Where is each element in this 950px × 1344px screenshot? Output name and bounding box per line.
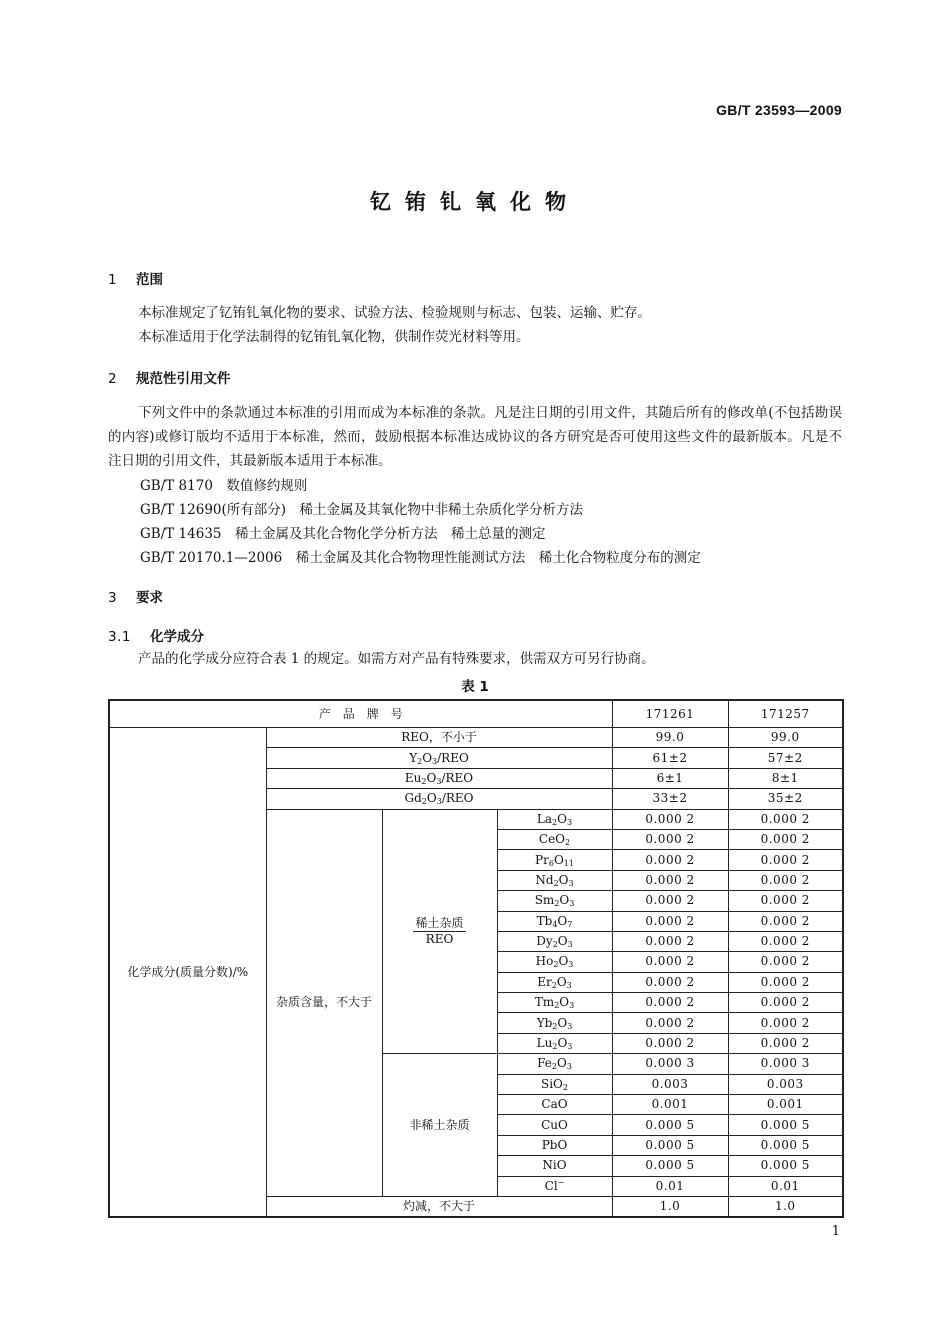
impurity-formula: $Dy_2O_3$ [497, 931, 612, 951]
value-grade-2: 0.000 2 [728, 829, 843, 849]
reference-code: GB/T 12690(所有部分) [140, 502, 287, 518]
value-grade-1: 0.000 2 [612, 1013, 728, 1033]
value-grade-1: 0.000 2 [612, 993, 728, 1013]
value-grade-1: 0.000 2 [612, 891, 728, 911]
item-label: $Eu_2O_3$/REO [266, 768, 612, 788]
section-1-para-1: 本标准规定了钇铕钆氧化物的要求、试验方法、检验规则与标志、包装、运输、贮存。 [138, 305, 651, 321]
item-label: REO，不小于 [266, 728, 612, 748]
value-grade-1: 0.000 2 [612, 972, 728, 992]
value-grade-2: 0.000 2 [728, 972, 843, 992]
value-grade-2: 0.000 2 [728, 1033, 843, 1053]
value-grade-1: 0.000 5 [612, 1156, 728, 1176]
value-grade-1: 33±2 [612, 789, 728, 809]
value-grade-2: 0.003 [728, 1074, 843, 1094]
section-number: 3 [108, 590, 118, 606]
value-grade-1: 61±2 [612, 748, 728, 768]
value-grade-1: 0.003 [612, 1074, 728, 1094]
section-title: 化学成分 [150, 629, 204, 645]
header-grade-2: 171257 [728, 700, 843, 728]
impurity-formula: $Nd_2O_3$ [497, 870, 612, 890]
value-grade-2: 0.000 2 [728, 870, 843, 890]
section-3-1-heading [108, 625, 204, 645]
value-grade-1: 0.000 5 [612, 1135, 728, 1155]
value-grade-1: 0.001 [612, 1095, 728, 1115]
standard-number: GB/T 23593—2009 [716, 102, 842, 118]
reference-code: GB/T 8170 [140, 478, 213, 494]
value-grade-2: 0.000 2 [728, 809, 843, 829]
value-grade-1: 1.0 [612, 1196, 728, 1217]
section-2-heading [108, 367, 231, 387]
section-1-para-2: 本标准适用于化学法制得的钇铕钆氧化物，供制作荧光材料等用。 [138, 329, 530, 345]
value-grade-1: 0.000 2 [612, 1033, 728, 1053]
reference-title: 稀土金属及其氧化物中非稀土杂质化学分析方法 [299, 502, 584, 518]
section-title: 要求 [136, 590, 163, 606]
value-grade-1: 0.000 2 [612, 870, 728, 890]
impurity-formula: $Tm_2O_3$ [497, 993, 612, 1013]
impurity-formula: $La_2O_3$ [497, 809, 612, 829]
value-grade-2: 0.000 5 [728, 1135, 843, 1155]
value-grade-1: 0.000 3 [612, 1054, 728, 1074]
impurity-formula: SiO$_2$ [497, 1074, 612, 1094]
value-grade-2: 1.0 [728, 1196, 843, 1217]
value-grade-1: 0.01 [612, 1176, 728, 1196]
value-grade-1: 0.000 2 [612, 829, 728, 849]
reference-item [140, 546, 701, 570]
section-number: 3.1 [108, 629, 131, 645]
section-number: 1 [108, 272, 118, 288]
reference-item [140, 498, 583, 522]
value-grade-2: 0.000 2 [728, 891, 843, 911]
value-grade-1: 0.000 2 [612, 911, 728, 931]
reference-item [140, 474, 307, 498]
reference-code: GB/T 20170.1—2006 [140, 550, 283, 566]
chemical-composition-table [108, 699, 844, 1218]
section-3-heading [108, 586, 163, 606]
reference-title: 稀土金属及其化合物物理性能测试方法 稀土化合物粒度分布的测定 [295, 550, 701, 566]
impurity-formula: $Er_2O_3$ [497, 972, 612, 992]
value-grade-1: 0.000 5 [612, 1115, 728, 1135]
header-grade-1: 171261 [612, 700, 728, 728]
impurity-formula: $Yb_2O_3$ [497, 1013, 612, 1033]
item-label: $Y_2O_3$/REO [266, 748, 612, 768]
table-row [109, 728, 843, 748]
re-impurity-label: $\frac{\text{稀土杂质}}{\text{REO}}$ [382, 809, 497, 1054]
value-grade-2: 0.000 2 [728, 850, 843, 870]
table-caption: 表 1 [461, 679, 489, 695]
reference-title: 稀土金属及其化合物化学分析方法 稀土总量的测定 [235, 526, 546, 542]
section-title: 范围 [136, 272, 163, 288]
group-label: 化学成分(质量分数)/% [109, 728, 266, 1218]
impurity-formula: $Tb_4O_7$ [497, 911, 612, 931]
impurity-label: 杂质含量，不大于 [266, 809, 382, 1196]
section-title: 规范性引用文件 [136, 371, 231, 387]
section-number: 2 [108, 371, 118, 387]
impurity-formula: Cl− [497, 1176, 612, 1196]
value-grade-1: 0.000 2 [612, 952, 728, 972]
value-grade-2: 0.000 5 [728, 1115, 843, 1135]
page-title: 钇铕钆氧化物 [370, 189, 580, 214]
item-label: $Gd_2O_3$/REO [266, 789, 612, 809]
value-grade-2: 0.000 2 [728, 931, 843, 951]
table-header-row [109, 700, 843, 728]
value-grade-2: 0.000 2 [728, 1013, 843, 1033]
value-grade-2: 99.0 [728, 728, 843, 748]
value-grade-1: 6±1 [612, 768, 728, 788]
section-2-para-1: 下列文件中的条款通过本标准的引用而成为本标准的条款。凡是注日期的引用文件，其随后所有的修改单(不包括勘误的内容)或修订版均不适用于本标准，然而，鼓励根据本标准达成协议的各方研究是否可使用这些文件的最新版本。凡是不注日期的引用文件，其最新版本适用于本标准。 [108, 405, 842, 469]
non-re-impurity-label: 非稀土杂质 [382, 1054, 497, 1197]
reference-title: 数值修约规则 [226, 478, 308, 494]
value-grade-1: 0.000 2 [612, 850, 728, 870]
impurity-formula: $Fe_2O_3$ [497, 1054, 612, 1074]
value-grade-2: 0.000 2 [728, 952, 843, 972]
impurity-formula: CaO [497, 1095, 612, 1115]
impurity-formula: $Ho_2O_3$ [497, 952, 612, 972]
value-grade-2: 0.000 2 [728, 911, 843, 931]
page-number: 1 [831, 1224, 840, 1239]
value-grade-2: 0.000 3 [728, 1054, 843, 1074]
value-grade-2: 35±2 [728, 789, 843, 809]
value-grade-1: 99.0 [612, 728, 728, 748]
impurity-formula: CeO$_2$ [497, 829, 612, 849]
impurity-formula: $Sm_2O_3$ [497, 891, 612, 911]
reference-item [140, 522, 546, 546]
value-grade-1: 0.000 2 [612, 931, 728, 951]
impurity-formula: PbO [497, 1135, 612, 1155]
reference-code: GB/T 14635 [140, 526, 222, 542]
section-3-1-para-1: 产品的化学成分应符合表 1 的规定。如需方对产品有特殊要求，供需双方可另行协商。 [138, 651, 655, 667]
value-grade-2: 57±2 [728, 748, 843, 768]
value-grade-1: 0.000 2 [612, 809, 728, 829]
value-grade-2: 8±1 [728, 768, 843, 788]
value-grade-2: 0.001 [728, 1095, 843, 1115]
value-grade-2: 0.000 5 [728, 1156, 843, 1176]
section-1-heading [108, 268, 163, 288]
impurity-formula: $Lu_2O_3$ [497, 1033, 612, 1053]
item-label: 灼减，不大于 [266, 1196, 612, 1217]
impurity-formula: CuO [497, 1115, 612, 1135]
value-grade-2: 0.000 2 [728, 993, 843, 1013]
impurity-formula: NiO [497, 1156, 612, 1176]
impurity-formula: $Pr_6O_{11}$ [497, 850, 612, 870]
header-product-label: 产 品 牌 号 [109, 700, 612, 728]
value-grade-2: 0.01 [728, 1176, 843, 1196]
